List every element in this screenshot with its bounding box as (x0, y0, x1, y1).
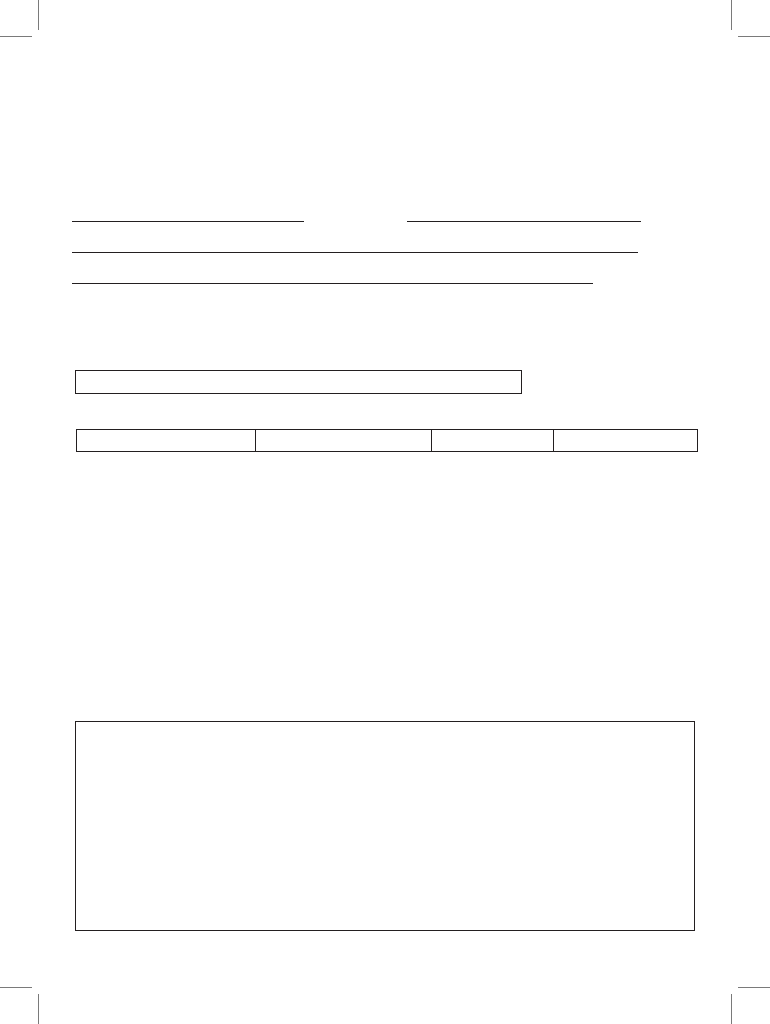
establishment-input-line[interactable] (72, 210, 304, 222)
crop-mark (738, 987, 770, 988)
contact-field[interactable] (407, 210, 641, 225)
contact-input-line[interactable] (407, 210, 641, 222)
machinery-table (76, 429, 698, 452)
column-header-make (255, 430, 432, 452)
column-header-model (432, 430, 554, 452)
crop-mark (0, 36, 32, 37)
company-logo (85, 76, 145, 136)
crop-mark (738, 36, 770, 37)
notes-box[interactable] (75, 721, 695, 931)
crop-mark (731, 0, 732, 30)
address-input-line[interactable] (72, 241, 638, 253)
telephone-input-line[interactable] (306, 272, 593, 284)
email-field[interactable] (72, 272, 593, 287)
email-input-line[interactable] (72, 272, 306, 284)
table-header-row (77, 430, 698, 452)
column-header-year (554, 430, 698, 452)
column-header-machine-type (77, 430, 256, 452)
crop-mark (38, 0, 39, 30)
workshop-designation-field[interactable] (75, 370, 522, 394)
crop-mark (731, 994, 732, 1024)
crop-mark (0, 987, 32, 988)
establishment-field[interactable] (72, 210, 304, 225)
crop-mark (38, 994, 39, 1024)
address-field[interactable] (72, 241, 638, 256)
